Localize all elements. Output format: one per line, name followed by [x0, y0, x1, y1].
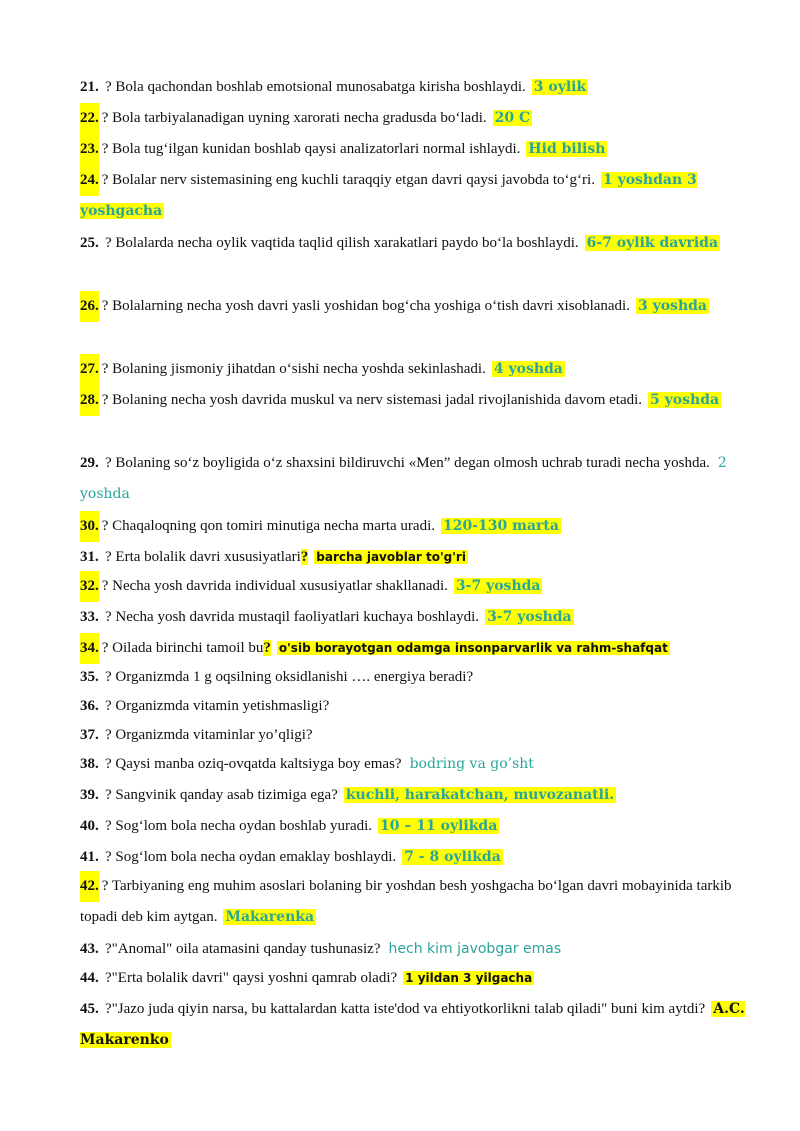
question-item [80, 103, 750, 134]
question-number: 44. [80, 970, 99, 986]
question-item [80, 691, 750, 722]
question-prefix: ? [105, 549, 116, 565]
question-number: 43. [80, 941, 99, 957]
answer-text: 2 yoshda [80, 455, 727, 502]
answer-text: 5 yoshda [650, 392, 720, 408]
answer-text: Hid bilish [528, 141, 606, 157]
question-text: ? Bolaning so‘z boyligida o‘z shaxsini bildiruvchi «Men” degan olmosh uchrab turadi necha yoshda. [105, 455, 710, 471]
question-item [80, 662, 750, 693]
question-text: ?"Jazo juda qiyin narsa, bu kattalardan katta iste'dod va ehtiyotkorlikni talab qiladi" buni kim aytdi? [105, 1001, 706, 1017]
answer-text: A.C. Makarenko [80, 1001, 745, 1048]
question-item [80, 354, 750, 385]
question-item [80, 602, 750, 633]
question-item [80, 385, 750, 416]
question-number: 25. [80, 235, 99, 251]
question-number: 23. [80, 134, 99, 165]
question-number: 38. [80, 756, 99, 772]
question-item [80, 994, 750, 1056]
question-text: ? Necha yosh davrida individual xususiyatlar shakllanadi. [101, 578, 448, 594]
question-number: 45. [80, 1001, 99, 1017]
question-text: ? Organizmda 1 g oqsilning oksidlanishi …. energiya beradi? [105, 669, 474, 685]
question-text: ? Chaqaloqning qon tomiri minutiga necha marta uradi. [101, 518, 435, 534]
question-text: ? Organizmda vitamin yetishmasligi? [105, 698, 330, 714]
question-item [80, 542, 750, 573]
question-item [80, 291, 750, 322]
answer-text: Makarenka [225, 909, 315, 925]
question-text: ?"Erta bolalik davri" qaysi yoshni qamrab oladi? [105, 970, 398, 986]
question-mark: ? [263, 640, 271, 656]
answer-text: o'sib borayotgan odamga insonparvarlik va rahm-shafqat [278, 641, 668, 655]
question-text: ? Sangvinik qanday asab tizimiga ega? [105, 787, 338, 803]
answer-text: hech kim javobgar emas [388, 941, 562, 957]
question-text: ? Necha yosh davrida mustaqil faoliyatlari kuchaya boshlaydi. [105, 609, 480, 625]
question-text: Oilada birinchi tamoil bu [112, 640, 264, 656]
answer-text: 1 yoshdan 3 yoshgacha [80, 172, 697, 219]
answer-text: 3 oylik [533, 79, 587, 95]
question-text: ? Organizmda vitaminlar yo’qligi? [105, 727, 313, 743]
question-item [80, 511, 750, 542]
question-text: ?"Anomal" oila atamasini qanday tushunasiz? [105, 941, 381, 957]
question-number: 27. [80, 354, 99, 385]
question-number: 40. [80, 818, 99, 834]
question-item [80, 780, 750, 811]
answer-text: 7 - 8 oylikda [404, 849, 501, 865]
question-item [80, 448, 750, 510]
question-item [80, 749, 750, 780]
answer-text: 10 – 11 oylikda [380, 818, 498, 834]
answer-text: 120-130 marta [443, 518, 559, 534]
question-text: ? Bola qachondan boshlab emotsional munosabatga kirisha boshlaydi. [105, 79, 526, 95]
question-number: 29. [80, 455, 99, 471]
question-number: 35. [80, 669, 99, 685]
question-number: 24. [80, 165, 99, 196]
question-number: 42. [80, 871, 99, 902]
answer-text: 20 C [494, 110, 531, 126]
question-number: 39. [80, 787, 99, 803]
question-item [80, 720, 750, 751]
question-prefix: ? [101, 640, 113, 656]
question-text: ? Qaysi manba oziq-ovqatda kaltsiyga boy emas? [105, 756, 402, 772]
question-item [80, 811, 750, 842]
answer-text: barcha javoblar to'g'ri [316, 550, 466, 564]
question-item [80, 134, 750, 165]
answer-text: 3-7 yoshda [487, 609, 572, 625]
answer-text: 6-7 oylik davrida [586, 235, 719, 251]
question-number: 22. [80, 103, 99, 134]
question-text: ? Sog‘lom bola necha oydan boshlab yuradi. [105, 818, 373, 834]
answer-text: 3-7 yoshda [455, 578, 541, 594]
question-number: 33. [80, 609, 99, 625]
question-item [80, 934, 750, 965]
answer-text: 3 yoshda [637, 298, 707, 314]
question-number: 21. [80, 79, 99, 95]
question-text: ? Sog‘lom bola necha oydan emaklay boshlaydi. [105, 849, 397, 865]
question-text: Erta bolalik davri xususiyatlari [115, 549, 301, 565]
question-text: ? Bola tarbiyalanadigan uyning xarorati necha gradusda bo‘ladi. [101, 110, 487, 126]
question-mark: ? [300, 549, 309, 565]
question-number: 37. [80, 727, 99, 743]
question-item [80, 963, 750, 994]
question-number: 30. [80, 511, 99, 542]
question-text: ? Bolaning jismoniy jihatdan o‘sishi necha yoshda sekinlashadi. [101, 361, 486, 377]
question-item [80, 871, 750, 933]
question-text: ? Bolalar nerv sistemasining eng kuchli taraqqiy etgan davri qaysi javobda to‘g‘ri. [101, 172, 595, 188]
question-text: ? Bolalarda necha oylik vaqtida taqlid qilish xarakatlari paydo bo‘la boshlaydi. [105, 235, 579, 251]
question-item [80, 72, 750, 103]
question-item [80, 228, 750, 259]
question-number: 41. [80, 849, 99, 865]
question-number: 31. [80, 549, 99, 565]
question-item [80, 633, 750, 664]
question-item [80, 571, 750, 602]
answer-text: kuchli, harakatchan, muvozanatli. [345, 787, 615, 803]
question-number: 32. [80, 571, 99, 602]
question-text: ? Bolalarning necha yosh davri yasli yoshidan bog‘cha yoshiga o‘tish davri xisoblanadi. [101, 298, 630, 314]
question-text: ? Bola tug‘ilgan kunidan boshlab qaysi analizatorlari normal ishlaydi. [101, 141, 521, 157]
question-number: 28. [80, 385, 99, 416]
question-item [80, 842, 750, 873]
question-number: 34. [80, 633, 99, 664]
answer-text: bodring va go’sht [409, 756, 534, 772]
question-number: 36. [80, 698, 99, 714]
question-text: ? Bolaning necha yosh davrida muskul va nerv sistemasi jadal rivojlanishida davom etadi. [101, 392, 643, 408]
question-item [80, 165, 750, 227]
answer-text: 4 yoshda [493, 361, 563, 377]
question-number: 26. [80, 291, 99, 322]
answer-text: 1 yildan 3 yilgacha [405, 971, 533, 985]
question-text: ? Tarbiyaning eng muhim asoslari bolaning bir yoshdan besh yoshgacha bo‘lgan davri mobayinida tarkib topadi deb kim aytgan. [80, 878, 732, 925]
